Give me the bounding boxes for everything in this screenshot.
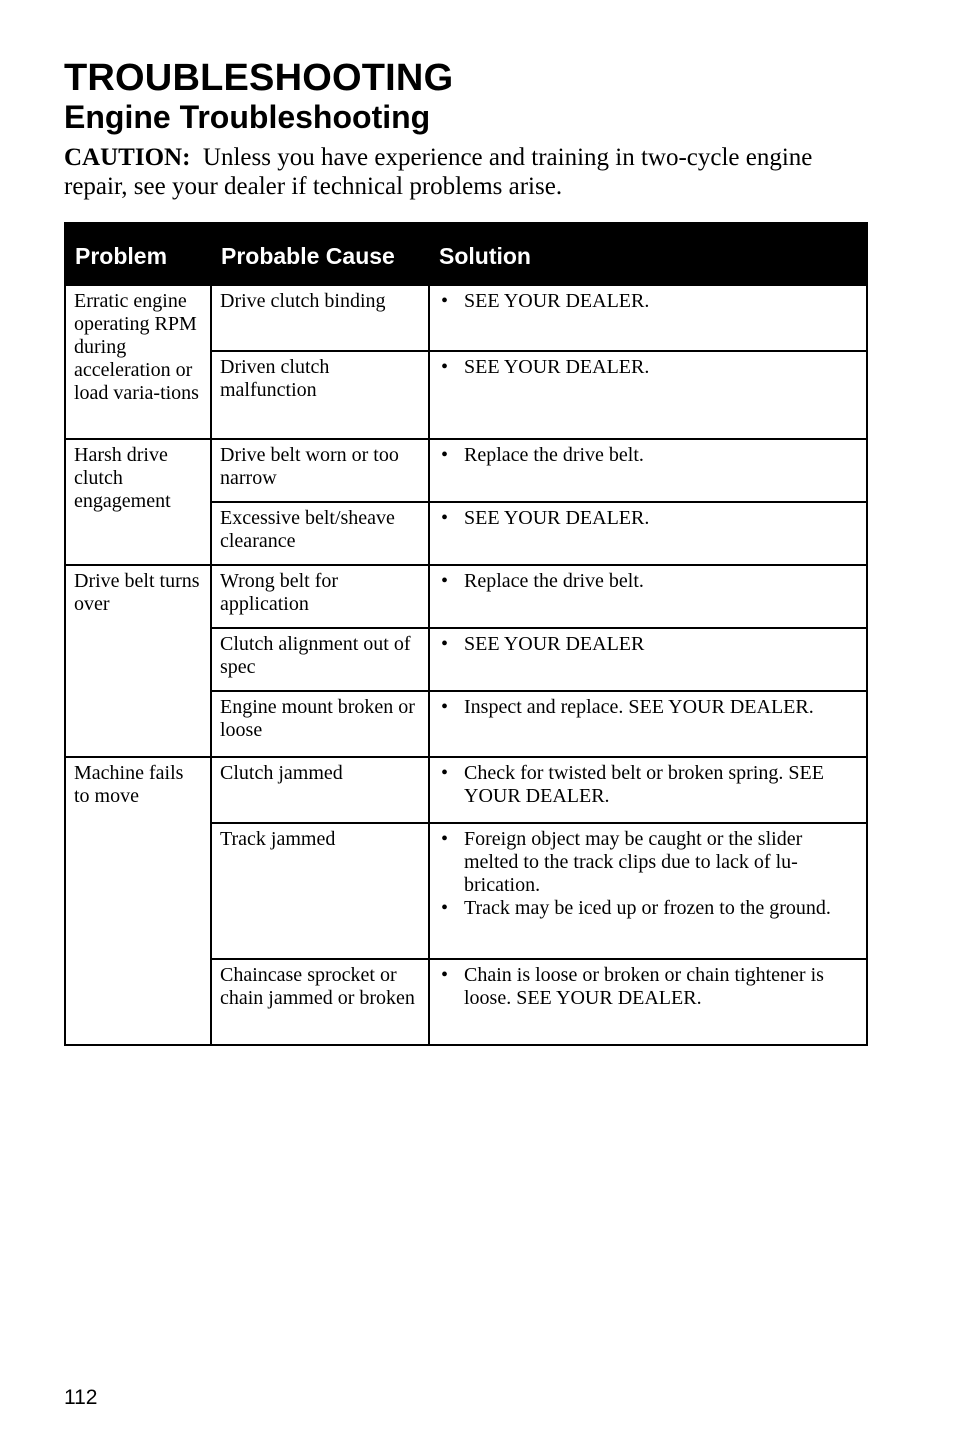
solution-list	[438, 828, 858, 920]
cause-cell: Wrong belt for application	[211, 565, 429, 628]
solution-item: • Replace the drive belt.	[438, 444, 858, 467]
solution-list	[438, 507, 858, 530]
problem-cell: Erratic engine operating RPM during acceleration or load varia-tions	[65, 285, 211, 439]
cause-cell: Excessive belt/sheave clearance	[211, 502, 429, 565]
solution-item: • Chain is loose or broken or chain tightener is loose. SEE YOUR DEALER.	[438, 964, 858, 1010]
table-row	[65, 757, 867, 823]
section-subtitle: Engine Troubleshooting	[64, 99, 431, 135]
solution-list	[438, 762, 858, 808]
cause-cell: Chaincase sprocket or chain jammed or broken	[211, 959, 429, 1045]
troubleshooting-table	[64, 222, 868, 1046]
solution-item: • SEE YOUR DEALER	[438, 633, 858, 656]
problem-cell: Harsh drive clutch engagement	[65, 439, 211, 565]
table-row	[65, 285, 867, 351]
solution-list	[438, 964, 858, 1010]
cause-cell: Engine mount broken or loose	[211, 691, 429, 757]
solution-item: • Track may be iced up or frozen to the ground.	[438, 897, 858, 920]
cause-cell: Drive belt worn or too narrow	[211, 439, 429, 502]
caution-text: Unless you have experience and training in two-cycle engine repair, see your dealer if technical problems arise.	[64, 144, 813, 200]
solution-cell	[429, 628, 867, 691]
cause-cell: Clutch alignment out of spec	[211, 628, 429, 691]
solution-list	[438, 633, 858, 656]
solution-item: • Foreign object may be caught or the slider melted to the track clips due to lack of lu-brication.	[438, 828, 858, 897]
cause-cell: Drive clutch binding	[211, 285, 429, 351]
column-header-probable-cause: Probable Cause	[211, 223, 429, 285]
solution-item: • Inspect and replace. SEE YOUR DEALER.	[438, 696, 858, 719]
caution-label: CAUTION:	[64, 144, 191, 171]
problem-cell: Drive belt turns over	[65, 565, 211, 757]
solution-cell	[429, 565, 867, 628]
table-body	[65, 285, 867, 1045]
solution-item: • Check for twisted belt or broken spring. SEE YOUR DEALER.	[438, 762, 858, 808]
solution-cell	[429, 502, 867, 565]
solution-cell	[429, 351, 867, 439]
table-header-row	[65, 223, 867, 285]
solution-cell	[429, 757, 867, 823]
cause-cell: Track jammed	[211, 823, 429, 959]
solution-list	[438, 696, 858, 719]
solution-cell	[429, 959, 867, 1045]
solution-cell	[429, 285, 867, 351]
solution-item: • Replace the drive belt.	[438, 570, 858, 593]
cause-cell: Driven clutch malfunction	[211, 351, 429, 439]
solution-item: • SEE YOUR DEALER.	[438, 507, 858, 530]
page-number: 112	[64, 1386, 98, 1409]
solution-list	[438, 444, 858, 467]
solution-list	[438, 290, 858, 313]
table-row	[65, 439, 867, 502]
solution-cell	[429, 691, 867, 757]
solution-item: • SEE YOUR DEALER.	[438, 290, 858, 313]
table-row	[65, 565, 867, 628]
cause-cell: Clutch jammed	[211, 757, 429, 823]
problem-cell: Machine fails to move	[65, 757, 211, 1045]
column-header-problem: Problem	[65, 223, 211, 285]
solution-cell	[429, 439, 867, 502]
solution-cell	[429, 823, 867, 959]
column-header-solution: Solution	[429, 223, 867, 285]
solution-item: • SEE YOUR DEALER.	[438, 356, 858, 379]
caution-notice	[64, 143, 864, 201]
page-title: TROUBLESHOOTING	[64, 57, 454, 99]
solution-list	[438, 570, 858, 593]
solution-list	[438, 356, 858, 379]
